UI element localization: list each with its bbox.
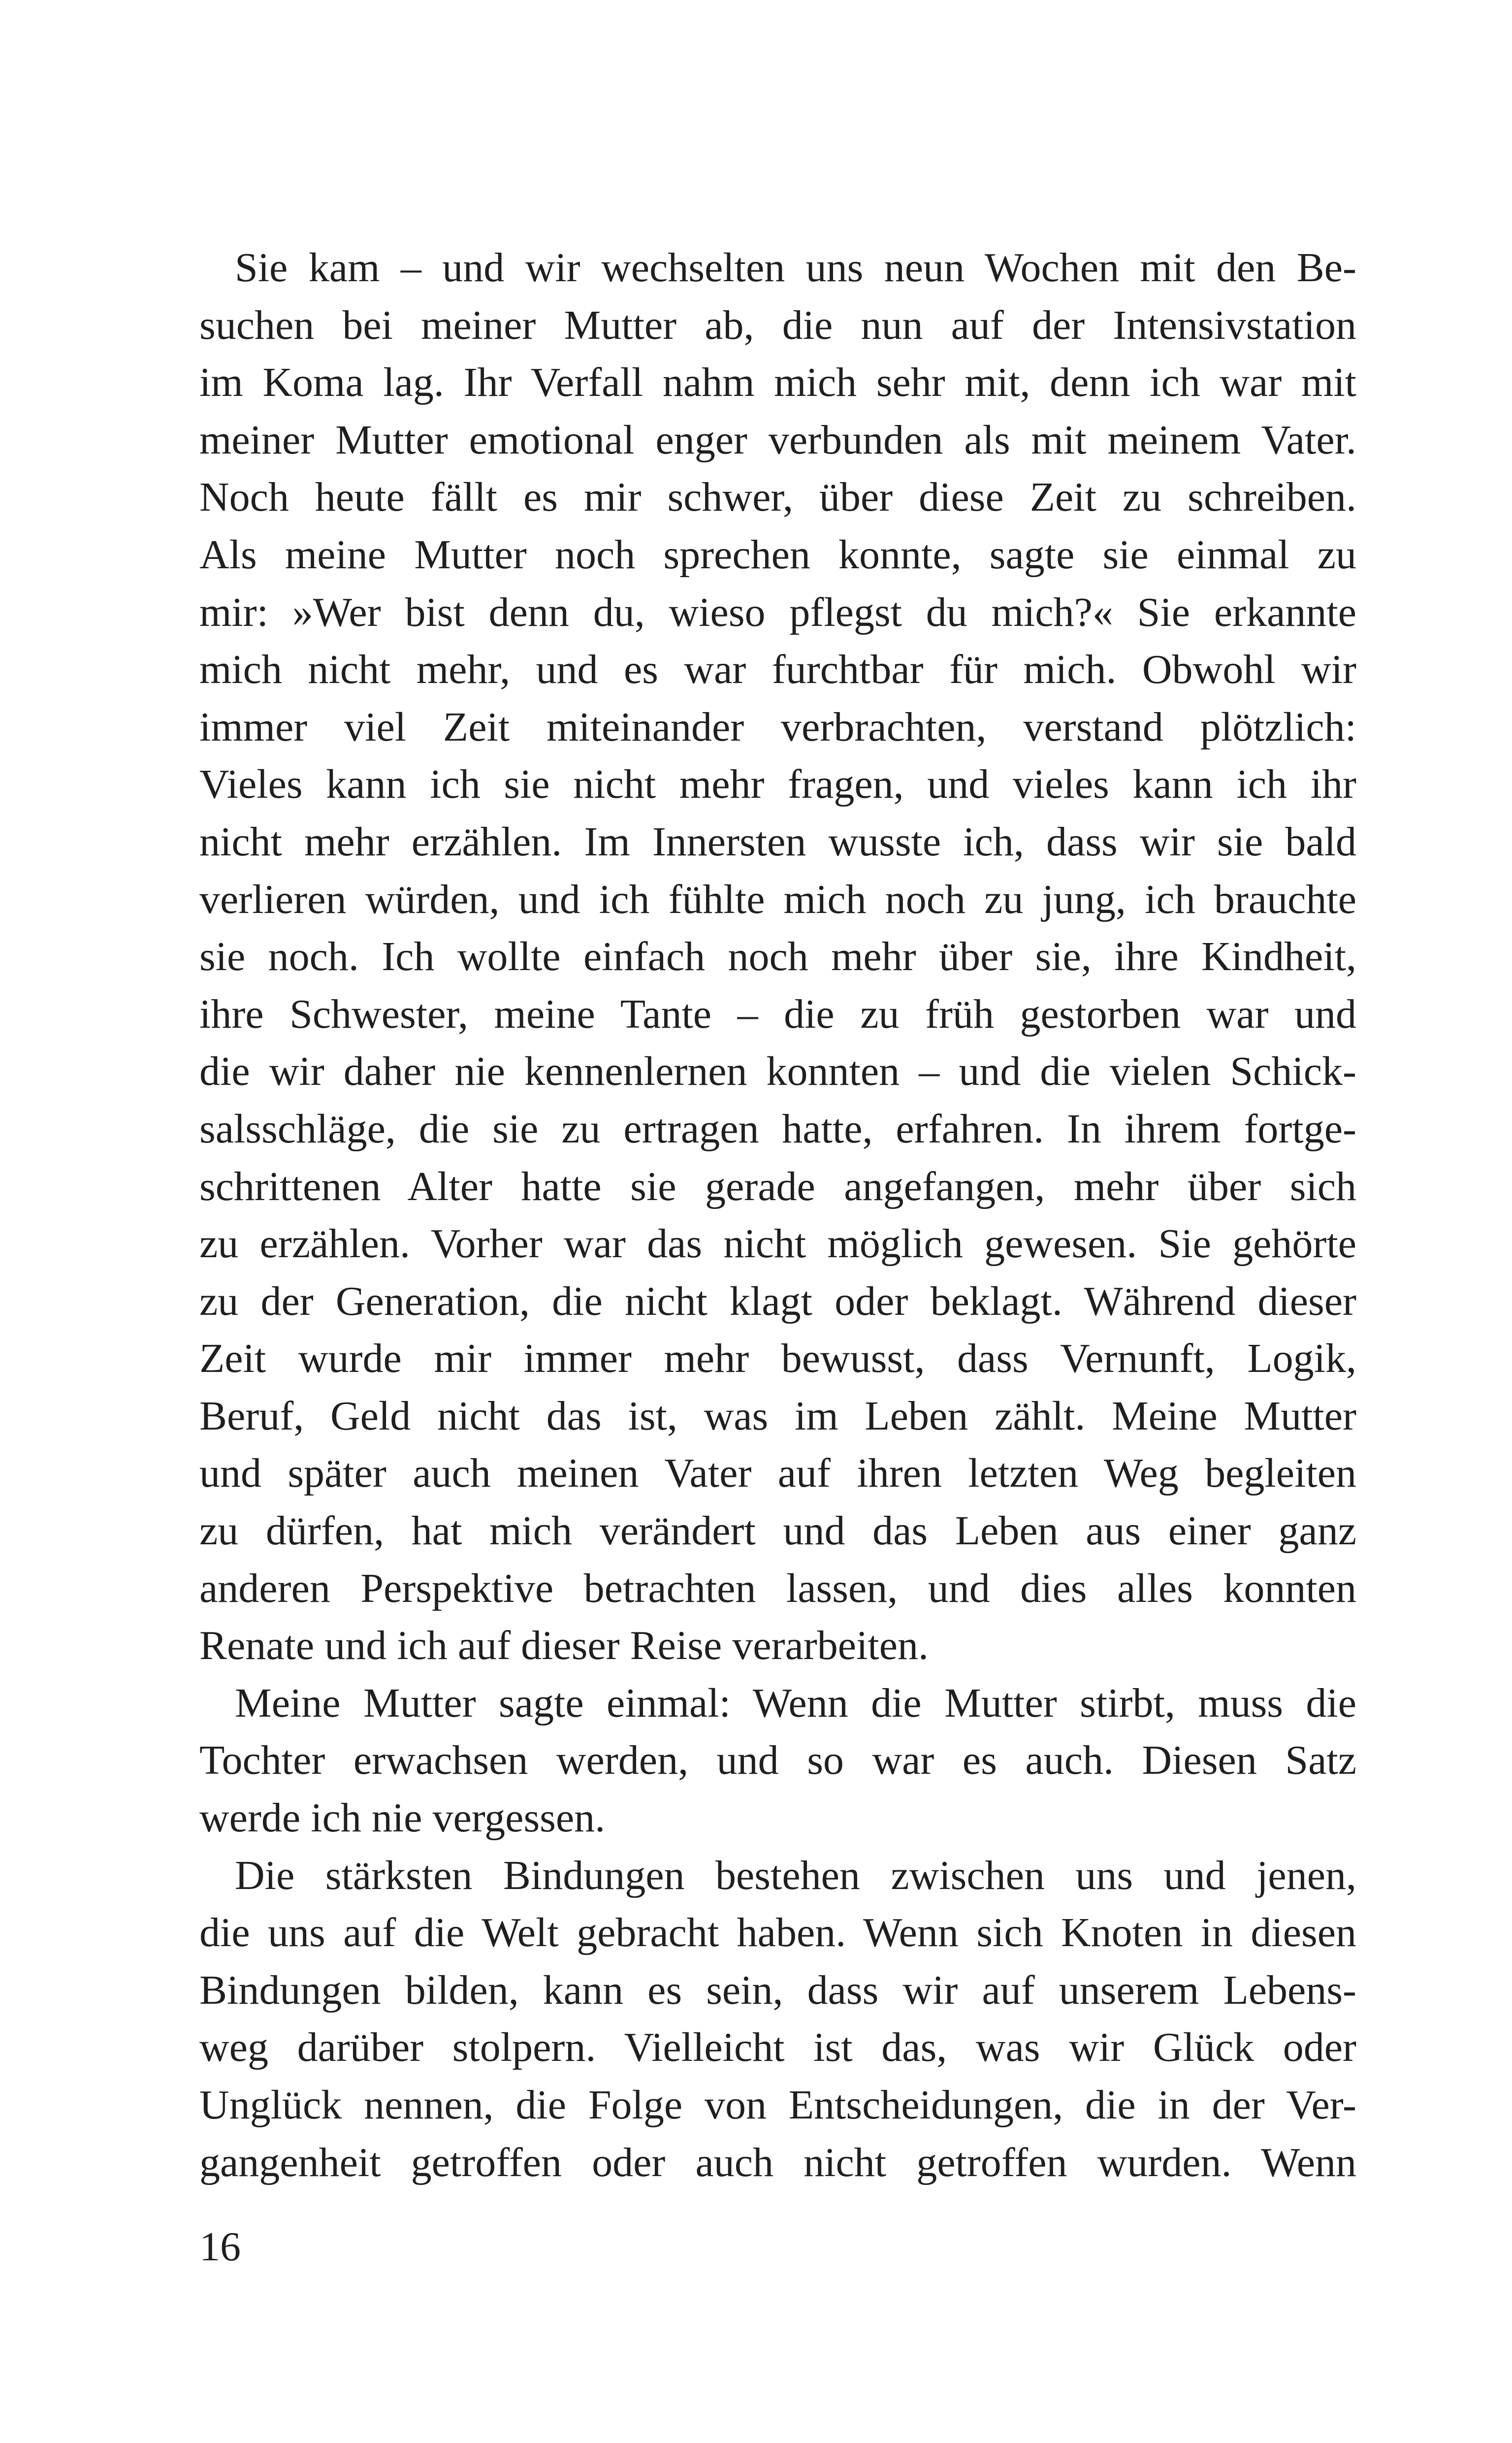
text-line: zu dürfen, hat mich verändert und das Leben aus einer ganz xyxy=(199,1508,1356,1554)
text-line: Beruf, Geld nicht das ist, was im Leben zählt. Meine Mutter xyxy=(199,1393,1356,1439)
text-line: die uns auf die Welt gebracht haben. Wenn sich Knoten in diesen xyxy=(199,1910,1356,1956)
text-line: zu erzählen. Vorher war das nicht möglich gewesen. Sie gehörte xyxy=(199,1221,1356,1267)
text-line: Sie kam – und wir wechselten uns neun Wochen mit den Be- xyxy=(235,245,1356,291)
text-line: anderen Perspektive betrachten lassen, und dies alles konnten xyxy=(199,1565,1356,1611)
text-line: werde ich nie vergessen. xyxy=(199,1795,606,1841)
text-line: schrittenen Alter hatte sie gerade angefangen, mehr über sich xyxy=(199,1163,1356,1209)
text-line: nicht mehr erzählen. Im Innersten wusste ich, dass wir sie bald xyxy=(199,818,1356,865)
text-line: ihre Schwester, meine Tante – die zu früh gestorben war und xyxy=(199,991,1356,1037)
text-line: suchen bei meiner Mutter ab, die nun auf der Intensivstation xyxy=(199,302,1356,348)
text-line: gangenheit getroffen oder auch nicht getroffen wurden. Wenn xyxy=(199,2139,1356,2185)
text-line: Als meine Mutter noch sprechen konnte, sagte sie einmal zu xyxy=(199,531,1356,578)
text-line: sie noch. Ich wollte einfach noch mehr über sie, ihre Kindheit, xyxy=(199,934,1356,980)
text-line: verlieren würden, und ich fühlte mich noch zu jung, ich brauchte xyxy=(199,876,1356,922)
text-line: mich nicht mehr, und es war furchtbar für mich. Obwohl wir xyxy=(199,647,1356,693)
text-line: Zeit wurde mir immer mehr bewusst, dass Vernunft, Logik, xyxy=(199,1336,1356,1382)
text-line: die wir daher nie kennenlernen konnten – und die vielen Schick- xyxy=(199,1048,1356,1095)
text-line: zu der Generation, die nicht klagt oder beklagt. Während dieser xyxy=(199,1278,1356,1324)
page-number: 16 xyxy=(199,2224,241,2270)
text-line: Meine Mutter sagte einmal: Wenn die Mutter stirbt, muss die xyxy=(235,1680,1356,1726)
text-line: immer viel Zeit miteinander verbrachten, verstand plötzlich: xyxy=(199,704,1356,750)
text-line: und später auch meinen Vater auf ihren letzten Weg begleiten xyxy=(199,1450,1356,1497)
text-line: Noch heute fällt es mir schwer, über diese Zeit zu schreiben. xyxy=(199,474,1356,521)
text-line: Renate und ich auf dieser Reise verarbeiten. xyxy=(199,1623,929,1669)
body-text xyxy=(199,239,1356,2191)
text-line: meiner Mutter emotional enger verbunden als mit meinem Vater. xyxy=(199,417,1356,463)
text-line: Unglück nennen, die Folge von Entscheidungen, die in der Ver- xyxy=(199,2082,1356,2128)
text-line: Die stärksten Bindungen bestehen zwischen uns und jenen, xyxy=(235,1852,1356,1898)
text-line: Bindungen bilden, kann es sein, dass wir auf unserem Lebens- xyxy=(199,1967,1356,2013)
text-line: im Koma lag. Ihr Verfall nahm mich sehr mit, denn ich war mit xyxy=(199,359,1356,406)
text-line: Tochter erwachsen werden, und so war es auch. Diesen Satz xyxy=(199,1737,1356,1784)
text-line: mir: »Wer bist denn du, wieso pflegst du mich?« Sie erkannte xyxy=(199,589,1356,635)
text-line: weg darüber stolpern. Vielleicht ist das, was wir Glück oder xyxy=(199,2024,1356,2071)
text-line: salsschläge, die sie zu ertragen hatte, erfahren. In ihrem fortge- xyxy=(199,1106,1356,1152)
text-line: Vieles kann ich sie nicht mehr fragen, und vieles kann ich ihr xyxy=(199,761,1356,808)
